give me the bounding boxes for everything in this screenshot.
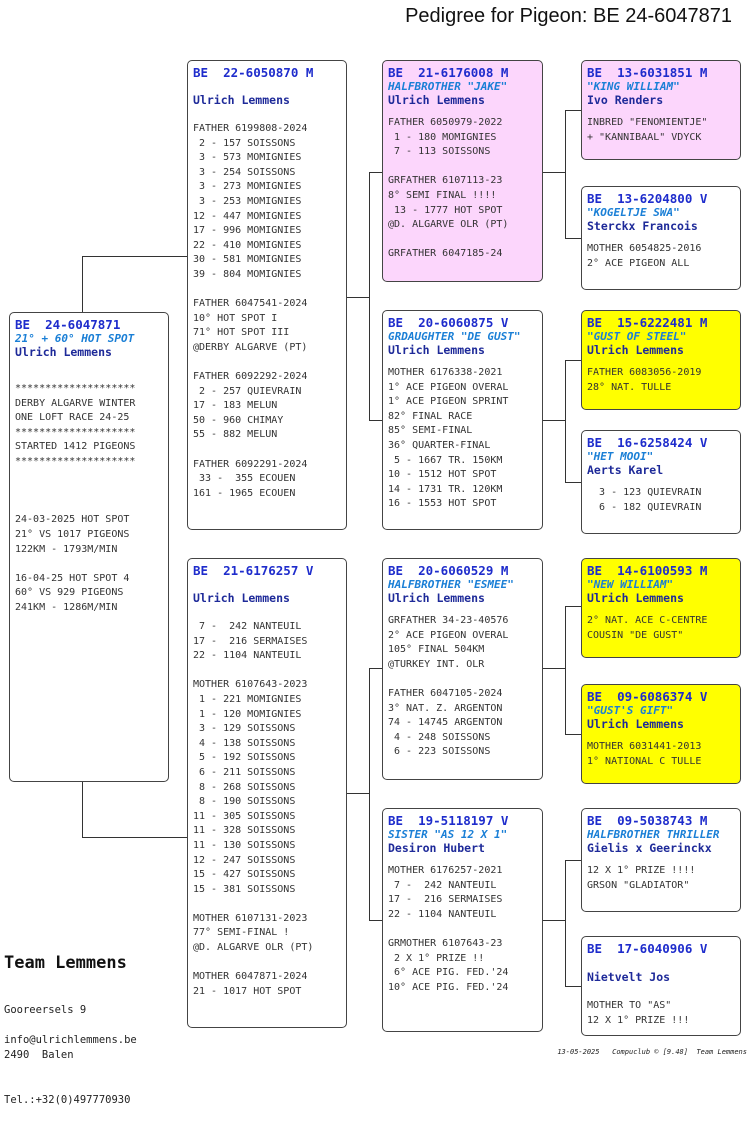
- note-line: 17 - 996 MOMIGNIES: [193, 225, 302, 237]
- note-line: ********************: [15, 383, 136, 394]
- pigeon-card-father-mother[interactable]: [382, 310, 543, 530]
- note-line: [193, 283, 341, 298]
- note-line: ONE LOFT RACE 24-25: [15, 412, 130, 424]
- connector-line: [565, 606, 566, 734]
- note-line: [388, 672, 537, 687]
- pigeon-nickname: SISTER "AS 12 X 1": [388, 828, 508, 841]
- pigeon-nickname: "KING WILLIAM": [587, 80, 680, 93]
- note-line: 5 - 192 SOISSONS: [193, 752, 296, 764]
- note-line: 21 - 1017 HOT SPOT: [193, 985, 302, 997]
- note-line: 4 - 138 SOISSONS: [193, 737, 296, 749]
- note-line: 22 - 1104 NANTEUIL: [388, 908, 497, 920]
- note-line: + "KANNIBAAL" VDYCK: [587, 131, 702, 143]
- note-line: 15 - 381 SOISSONS: [193, 883, 296, 895]
- note-line: 21° VS 1017 PIGEONS: [15, 528, 130, 540]
- connector-line: [82, 782, 83, 837]
- connector-line: [565, 360, 566, 482]
- note-line: GRFATHER 6047185-24: [388, 248, 503, 260]
- owner-name: Ulrich Lemmens: [388, 93, 485, 107]
- connector-line: [369, 920, 382, 921]
- note-line: ********************: [15, 426, 136, 438]
- pigeon-card-mmm[interactable]: [581, 936, 741, 1036]
- note-line: 1° NATIONAL C TULLE: [587, 755, 702, 767]
- team-name: Team Lemmens: [4, 953, 127, 973]
- ring-number: BE 20-6060529 M: [388, 563, 509, 578]
- note-line: FATHER 6047541-2024: [193, 298, 308, 310]
- connector-line: [369, 668, 370, 920]
- note-line: 17 - 216 SERMAISES: [388, 894, 503, 906]
- note-line: [388, 160, 537, 175]
- pigeon-card-mother-father[interactable]: [382, 558, 543, 780]
- note-line: [193, 664, 341, 679]
- note-line: [15, 557, 163, 572]
- note-line: 11 - 305 SOISSONS: [193, 810, 296, 822]
- note-line: INBRED "FENOMIENTJE": [587, 117, 708, 128]
- pigeon-card-fmf[interactable]: [581, 310, 741, 410]
- note-line: [193, 443, 341, 458]
- note-line: MOTHER 6031441-2013: [587, 741, 702, 752]
- note-line: 11 - 328 SOISSONS: [193, 825, 296, 837]
- note-line: 17 - 183 MELUN: [193, 400, 278, 412]
- connector-line: [369, 420, 382, 421]
- pigeon-notes: [587, 614, 735, 643]
- note-line: [193, 897, 341, 912]
- note-line: @D. ALGARVE OLR (PT): [388, 219, 509, 231]
- note-line: GRFATHER 34-23-40576: [388, 615, 509, 626]
- note-line: MOTHER TO "AS": [587, 1000, 672, 1011]
- team-email[interactable]: info@ulrichlemmens.be: [4, 1034, 137, 1046]
- note-line: 1° ACE PIGEON SPRINT: [388, 396, 509, 408]
- owner-name: Ulrich Lemmens: [193, 591, 290, 605]
- note-line: @DERBY ALGARVE (PT): [193, 341, 308, 353]
- address-line: 2490 Balen: [4, 1049, 74, 1061]
- note-line: 2 X 1° PRIZE !!: [388, 952, 485, 964]
- pigeon-nickname: "GUST OF STEEL": [587, 330, 687, 343]
- ring-number: BE 16-6258424 V: [587, 435, 708, 450]
- note-line: [388, 922, 537, 937]
- note-line: 10° HOT SPOT I: [193, 312, 278, 324]
- pigeon-notes: [388, 116, 537, 262]
- pigeon-notes: [587, 999, 735, 1028]
- ring-number: BE 13-6031851 M: [587, 65, 708, 80]
- pigeon-nickname: "GUST'S GIFT": [587, 704, 674, 717]
- note-line: 16-04-25 HOT SPOT 4: [15, 572, 130, 584]
- note-line: 3 - 273 MOMIGNIES: [193, 181, 302, 193]
- owner-name: Ivo Renders: [587, 93, 664, 107]
- pigeon-card-subject[interactable]: [9, 312, 169, 782]
- note-line: 161 - 1965 ECOUEN: [193, 487, 296, 499]
- note-line: 6 - 182 QUIEVRAIN: [587, 501, 702, 513]
- owner-name: Ulrich Lemmens: [388, 591, 485, 605]
- owner-name: Ulrich Lemmens: [15, 345, 112, 359]
- pigeon-card-mmf[interactable]: [581, 808, 741, 912]
- note-line: 14 - 1731 TR. 120KM: [388, 483, 503, 495]
- note-line: 39 - 804 MOMIGNIES: [193, 268, 302, 280]
- note-line: 6 - 223 SOISSONS: [388, 746, 491, 758]
- note-line: 3 - 123 QUIEVRAIN: [587, 487, 702, 498]
- note-line: 22 - 1104 NANTEUIL: [193, 650, 302, 662]
- connector-line: [565, 606, 581, 607]
- note-line: 10° ACE PIG. FED.'24: [388, 981, 509, 993]
- pigeon-notes: [388, 864, 537, 995]
- note-line: 3 - 253 MOMIGNIES: [193, 195, 302, 207]
- address-line: Gooreersels 9: [4, 1004, 87, 1016]
- note-line: 1 - 180 MOMIGNIES: [388, 131, 497, 143]
- note-line: GRMOTHER 6107643-23: [388, 937, 503, 949]
- owner-name: Ulrich Lemmens: [587, 591, 684, 605]
- ring-number: BE 15-6222481 M: [587, 315, 708, 330]
- connector-line: [347, 793, 369, 794]
- note-line: [15, 499, 163, 514]
- note-line: 10 - 1512 HOT SPOT: [388, 469, 497, 481]
- connector-line: [82, 256, 83, 312]
- note-line: STARTED 1412 PIGEONS: [15, 441, 136, 453]
- note-line: 241KM - 1286M/MIN: [15, 601, 118, 613]
- note-line: MOTHER 6047871-2024: [193, 971, 308, 983]
- ring-number: BE 14-6100593 M: [587, 563, 708, 578]
- note-line: 3 - 129 SOISSONS: [193, 723, 296, 735]
- connector-line: [543, 172, 565, 173]
- pigeon-card-mother[interactable]: [187, 558, 347, 1028]
- note-line: MOTHER 6107643-2023: [193, 679, 308, 691]
- connector-line: [543, 920, 565, 921]
- note-line: 8 - 190 SOISSONS: [193, 796, 296, 808]
- note-line: 77° SEMI-FINAL !: [193, 927, 290, 939]
- note-line: ********************: [15, 455, 136, 467]
- connector-line: [82, 837, 187, 838]
- note-line: 2 - 257 QUIEVRAIN: [193, 385, 302, 397]
- note-line: FATHER 6199808-2024: [193, 123, 308, 134]
- note-line: 2° ACE PIGEON ALL: [587, 257, 690, 269]
- connector-line: [565, 986, 581, 987]
- owner-name: Ulrich Lemmens: [587, 343, 684, 357]
- note-line: 22 - 410 MOMIGNIES: [193, 239, 302, 251]
- pigeon-nickname: GRDAUGHTER "DE GUST": [388, 330, 521, 343]
- note-line: 1° ACE PIGEON OVERAL: [388, 381, 509, 393]
- connector-line: [369, 668, 382, 669]
- note-line: 60° VS 929 PIGEONS: [15, 587, 124, 599]
- note-line: 50 - 960 CHIMAY: [193, 414, 284, 426]
- pigeon-card-ffm[interactable]: [581, 186, 741, 290]
- connector-line: [565, 482, 581, 483]
- note-line: 6° ACE PIG. FED.'24: [388, 967, 509, 979]
- note-line: @D. ALGARVE OLR (PT): [193, 942, 314, 954]
- note-line: 122KM - 1793M/MIN: [15, 543, 118, 555]
- note-line: 30 - 581 MOMIGNIES: [193, 254, 302, 266]
- connector-line: [347, 297, 369, 298]
- pigeon-nickname: 21° + 60° HOT SPOT: [15, 332, 135, 345]
- pigeon-notes: [388, 366, 537, 512]
- ring-number: BE 21-6176008 M: [388, 65, 509, 80]
- note-line: MOTHER 6176257-2021: [388, 865, 503, 876]
- note-line: 2° NAT. ACE C-CENTRE: [587, 615, 708, 626]
- ring-number: BE 24-6047871: [15, 317, 121, 332]
- note-line: 11 - 130 SOISSONS: [193, 839, 296, 851]
- note-line: 12 - 447 MOMIGNIES: [193, 210, 302, 222]
- pigeon-card-mff[interactable]: [581, 558, 741, 658]
- team-address: [4, 973, 130, 1123]
- pigeon-notes: [587, 486, 735, 515]
- note-line: 3 - 573 MOMIGNIES: [193, 152, 302, 164]
- owner-name: Ulrich Lemmens: [388, 343, 485, 357]
- note-line: COUSIN "DE GUST": [587, 629, 684, 641]
- connector-line: [565, 110, 581, 111]
- pigeon-nickname: "NEW WILLIAM": [587, 578, 674, 591]
- note-line: 33 - 355 ECOUEN: [193, 473, 296, 485]
- pigeon-notes: [587, 740, 735, 769]
- pigeon-card-fmm[interactable]: [581, 430, 741, 534]
- ring-number: BE 19-5118197 V: [388, 813, 509, 828]
- note-line: 5 - 1667 TR. 150KM: [388, 454, 503, 466]
- note-line: FATHER 6050979-2022: [388, 117, 503, 128]
- connector-line: [565, 860, 566, 986]
- pigeon-card-father-father[interactable]: [382, 60, 543, 282]
- owner-name: Gielis x Geerinckx: [587, 841, 712, 855]
- connector-line: [369, 172, 370, 420]
- note-line: 71° HOT SPOT III: [193, 327, 290, 339]
- note-line: 55 - 882 MELUN: [193, 429, 278, 441]
- note-line: GRFATHER 6107113-23: [388, 175, 503, 187]
- note-line: 74 - 14745 ARGENTON: [388, 717, 503, 729]
- pigeon-notes: [587, 116, 735, 145]
- note-line: FATHER 6083056-2019: [587, 367, 702, 378]
- note-line: 36° QUARTER-FINAL: [388, 439, 491, 451]
- note-line: 7 - 242 NANTEUIL: [388, 879, 497, 891]
- note-line: [193, 356, 341, 371]
- pigeon-notes: [193, 620, 341, 999]
- note-line: 82° FINAL RACE: [388, 410, 473, 422]
- note-line: 85° SEMI-FINAL: [388, 425, 473, 437]
- note-line: 105° FINAL 504KM: [388, 644, 485, 656]
- owner-name: Aerts Karel: [587, 463, 664, 477]
- note-line: 16 - 1553 HOT SPOT: [388, 498, 497, 510]
- pigeon-notes: [587, 864, 735, 893]
- note-line: MOTHER 6107131-2023: [193, 912, 308, 924]
- pigeon-nickname: HALFBROTHER "ESMEE": [388, 578, 514, 591]
- note-line: 12 X 1° PRIZE !!!: [587, 1014, 690, 1026]
- note-line: 1 - 120 MOMIGNIES: [193, 708, 302, 720]
- connector-line: [543, 420, 565, 421]
- note-line: [388, 233, 537, 248]
- ring-number: BE 21-6176257 V: [193, 563, 314, 578]
- connector-line: [565, 238, 581, 239]
- note-line: 1 - 221 MOMIGNIES: [193, 693, 302, 705]
- pigeon-card-mfm[interactable]: [581, 684, 741, 784]
- note-line: 13 - 1777 HOT SPOT: [388, 204, 503, 216]
- pigeon-card-fff[interactable]: [581, 60, 741, 160]
- software-credit: 13-05-2025 Compuclub © [9.48] Team Lemmens: [557, 1048, 747, 1056]
- note-line: GRSON "GLADIATOR": [587, 879, 690, 891]
- note-line: 8° SEMI FINAL !!!!: [388, 189, 497, 201]
- owner-name: Ulrich Lemmens: [193, 93, 290, 107]
- ring-number: BE 17-6040906 V: [587, 941, 708, 956]
- connector-line: [565, 734, 581, 735]
- note-line: MOTHER 6054825-2016: [587, 243, 702, 254]
- phone-line: Tel.:+32(0)497770930: [4, 1094, 131, 1106]
- owner-name: Nietvelt Jos: [587, 970, 671, 984]
- connector-line: [543, 668, 565, 669]
- note-line: DERBY ALGARVE WINTER: [15, 397, 136, 409]
- note-line: 7 - 242 NANTEUIL: [193, 621, 302, 632]
- owner-name: Desiron Hubert: [388, 841, 485, 855]
- note-line: 12 X 1° PRIZE !!!!: [587, 865, 696, 876]
- page-title: Pedigree for Pigeon: BE 24-6047871: [405, 5, 732, 27]
- note-line: 24-03-2025 HOT SPOT: [15, 514, 130, 526]
- pigeon-notes: [587, 366, 735, 395]
- connector-line: [369, 172, 382, 173]
- ring-number: BE 22-6050870 M: [193, 65, 314, 80]
- note-line: [193, 956, 341, 971]
- connector-line: [565, 360, 581, 361]
- note-line: 28° NAT. TULLE: [587, 381, 672, 393]
- connector-line: [565, 860, 581, 861]
- owner-name: Ulrich Lemmens: [587, 717, 684, 731]
- note-line: [15, 484, 163, 499]
- pigeon-notes: [193, 122, 341, 501]
- ring-number: BE 09-5038743 M: [587, 813, 708, 828]
- note-line: 12 - 247 SOISSONS: [193, 854, 296, 866]
- note-line: 8 - 268 SOISSONS: [193, 781, 296, 793]
- note-line: 6 - 211 SOISSONS: [193, 766, 296, 778]
- connector-line: [565, 110, 566, 238]
- pigeon-card-father[interactable]: [187, 60, 347, 530]
- owner-name: Sterckx Francois: [587, 219, 698, 233]
- note-line: MOTHER 6176338-2021: [388, 367, 503, 378]
- note-line: 15 - 427 SOISSONS: [193, 869, 296, 881]
- note-line: 3 - 254 SOISSONS: [193, 166, 296, 178]
- note-line: 3° NAT. Z. ARGENTON: [388, 702, 503, 714]
- ring-number: BE 09-6086374 V: [587, 689, 708, 704]
- pigeon-notes: [388, 614, 537, 760]
- pigeon-nickname: HALFBROTHER THRILLER: [587, 828, 720, 841]
- ring-number: BE 13-6204800 V: [587, 191, 708, 206]
- pigeon-notes: [587, 242, 735, 271]
- note-line: 2° ACE PIGEON OVERAL: [388, 629, 509, 641]
- connector-line: [82, 256, 187, 257]
- note-line: 4 - 248 SOISSONS: [388, 731, 491, 743]
- note-line: FATHER 6092292-2024: [193, 371, 308, 383]
- pigeon-nickname: HALFBROTHER "JAKE": [388, 80, 508, 93]
- note-line: FATHER 6047105-2024: [388, 687, 503, 699]
- pigeon-card-mother-mother[interactable]: [382, 808, 543, 1032]
- note-line: [15, 470, 163, 485]
- note-line: @TURKEY INT. OLR: [388, 658, 485, 670]
- ring-number: BE 20-6060875 V: [388, 315, 509, 330]
- pigeon-nickname: "KOGELTJE SWA": [587, 206, 680, 219]
- note-line: 2 - 157 SOISSONS: [193, 137, 296, 149]
- note-line: FATHER 6092291-2024: [193, 458, 308, 470]
- pigeon-notes: [15, 382, 163, 616]
- note-line: 17 - 216 SERMAISES: [193, 635, 308, 647]
- note-line: 7 - 113 SOISSONS: [388, 146, 491, 158]
- pigeon-nickname: "HET MOOI": [587, 450, 654, 463]
